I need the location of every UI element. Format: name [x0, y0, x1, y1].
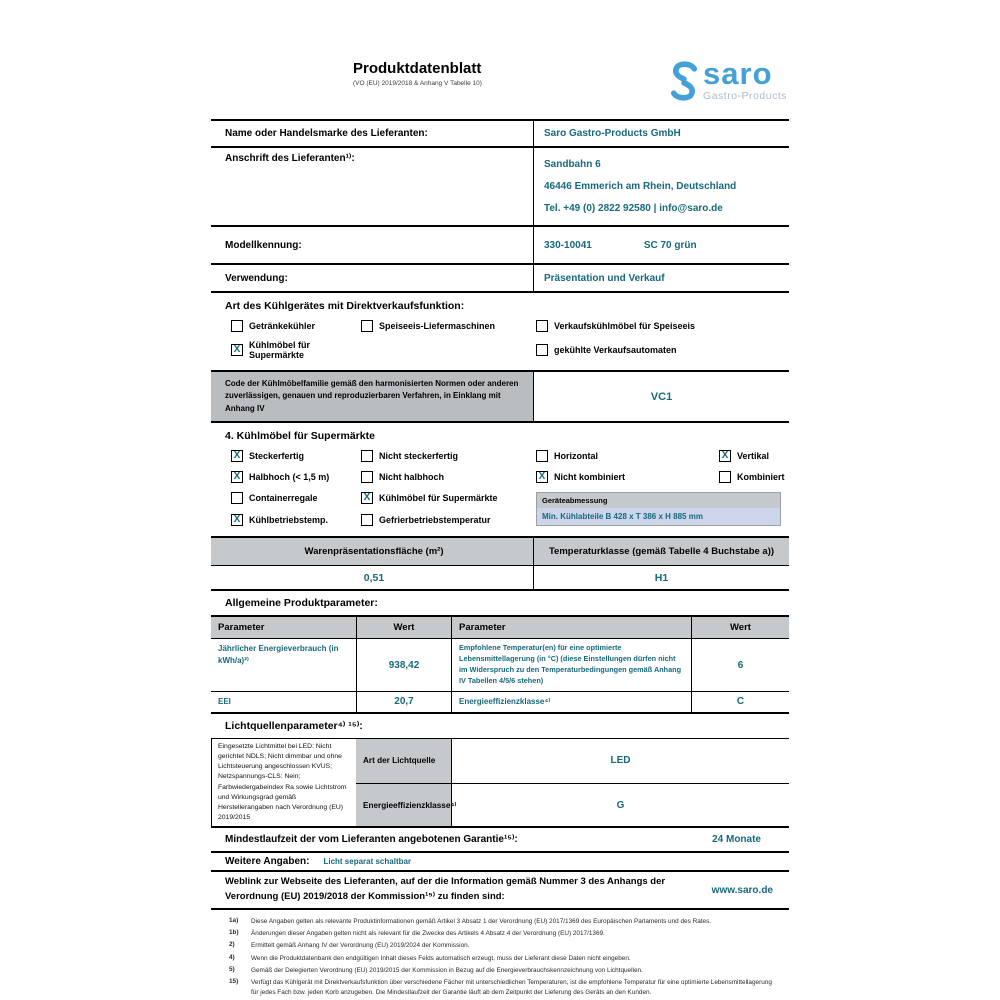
temperature-class-value: H1 [533, 566, 789, 589]
checkbox-label: Kühlmöbel für Supermärkte [379, 493, 498, 504]
product-datasheet [211, 0, 789, 1000]
checkbox-getraenkekuehler [231, 320, 361, 332]
checkbox-kuehlbetriebstemp [231, 514, 361, 527]
additional-info-row [211, 851, 789, 870]
checkbox-label: Kühlmöbel für Supermärkte [249, 340, 310, 360]
checkbox-label: Steckerfertig [249, 451, 305, 462]
supplier-address-row [211, 146, 789, 225]
checkbox-box [536, 450, 548, 462]
checkbox-box [719, 450, 731, 462]
col-header-wert-2: Wert [691, 617, 789, 638]
checkbox-verkaufskuehlmoebel-speiseeis [536, 320, 789, 332]
logo-wordmark: saro [703, 56, 773, 91]
page-title: Produktdatenblatt [353, 60, 482, 77]
param-eei-label: EEI [211, 691, 356, 712]
supplier-name-label: Name oder Handelsmarke des Lieferanten: [225, 128, 428, 139]
checkbox-containerregale [231, 492, 361, 505]
checkbox-kuehlmoebel-supermaerkte-2 [361, 492, 536, 505]
checkbox-label: Nicht steckerfertig [379, 451, 459, 462]
checkbox-nicht-kombiniert [536, 471, 719, 483]
product-parameters-table [211, 615, 789, 712]
checkbox-gefrierbetriebstemperatur [361, 514, 536, 527]
supplier-address-value [533, 148, 789, 225]
checkbox-label: Horizontal [554, 451, 598, 462]
model-value [533, 227, 789, 263]
display-area-label: Warenpräsentationsfläche (m²) [211, 538, 533, 565]
footnote [229, 966, 775, 975]
footnotes [211, 908, 789, 1000]
param-recommended-temp-value: 6 [691, 638, 789, 691]
footnote-label: 2) [229, 941, 235, 949]
footnote [229, 978, 775, 997]
checkbox-box [231, 450, 243, 462]
checkbox-box [536, 344, 548, 356]
checkbox-mark: X [233, 344, 241, 355]
product-parameters-heading: Allgemeine Produktparameter: [225, 597, 378, 610]
footnote-label: 5) [229, 965, 235, 973]
appliance-type-heading: Art des Kühlgerätes mit Direktverkaufsfunktion: [225, 300, 465, 312]
light-parameters-table [211, 738, 789, 827]
footnote-label: 4) [229, 953, 235, 961]
light-type-value: LED [451, 739, 789, 783]
model-row [211, 225, 789, 263]
checkbox-kuehlmoebel-supermaerkte [231, 340, 361, 360]
footnote-text: Ermittelt gemäß Anhang IV der Verordnung (EU) 2019/2024 der Kommission. [251, 942, 470, 950]
light-parameters-heading-row [211, 712, 789, 738]
saro-logo-icon [670, 60, 698, 107]
checkbox-box [361, 450, 373, 462]
weblink-value[interactable]: www.saro.de [711, 884, 773, 896]
param-recommended-temp-label: Empfohlene Temperatur(en) für eine optimierte Lebensmittellagerung (in °C) (diese Einstellungen dürfen nicht im Widerspruch zu den Temperaturbedingungen gemäß Anhang IV Tabellen 4/5/6 stehen) [451, 638, 691, 691]
checkbox-box [361, 492, 373, 504]
checkbox-box [361, 471, 373, 483]
checkbox-label: Halbhoch (< 1,5 m) [249, 472, 330, 483]
checkbox-mark: X [538, 471, 546, 483]
checkbox-gekuehlte-verkaufsautomaten [536, 340, 789, 360]
checkbox-label: Kühlbetriebstemp. [249, 514, 329, 525]
family-code-label: Code der Kühlmöbelfamilie gemäß den harmonisierten Normen oder anderen zuverlässigen, genauen und reproduzierbaren Verfahren, in Einklang mit Anhang IV [211, 372, 533, 421]
param-annual-energy-value: 938,42 [356, 638, 451, 691]
logo-tagline: Gastro-Products [703, 89, 787, 102]
col-header-parameter-2: Parameter [451, 617, 691, 638]
weblink-label: Weblink zur Webseite des Lieferanten, auf der die Information gemäß Nummer 3 des Anhangs der Verordnung (EU) 2019/2018 der Kommission¹⁵⁾ zu finden sind: [225, 876, 666, 903]
datasheet-header [211, 56, 789, 119]
col-header-parameter-1: Parameter [211, 617, 356, 638]
checkbox-kombiniert [719, 471, 785, 483]
supermarket-section [211, 421, 789, 536]
checkbox-label: Speiseeis-Liefermaschinen [379, 321, 496, 331]
checkbox-speiseeis-liefermaschinen [361, 320, 536, 332]
checkbox-halbhoch [231, 471, 361, 483]
appliance-type-checkboxes [211, 318, 789, 370]
model-name: SC 70 grün [643, 239, 697, 251]
light-parameters-heading: Lichtquellenparameter⁴⁾ ¹⁵⁾: [225, 719, 363, 732]
warranty-value: 24 Monate [712, 834, 761, 846]
checkbox-label: Vertikal [737, 451, 770, 462]
checkbox-label: Nicht halbhoch [379, 472, 444, 483]
product-parameters-heading-row [211, 589, 789, 615]
light-type-label: Art der Lichtquelle [356, 739, 451, 783]
warranty-row [211, 826, 789, 851]
display-area-value: 0,51 [363, 571, 385, 584]
checkbox-box [719, 471, 731, 483]
footnote [229, 954, 775, 963]
checkbox-mark: X [233, 471, 241, 483]
checkbox-horizontal [536, 450, 719, 462]
address-line: Sandbahn 6 [544, 159, 601, 170]
checkbox-box [361, 320, 373, 332]
device-dimensions-box [536, 492, 781, 526]
footnote-text: Wenn die Produktdatenbank den endgültigen Inhalt dieses Felds automatisch erzeugt, muss der Lieferant diese Daten nicht eingeben. [251, 954, 631, 962]
checkbox-vertikal [719, 450, 785, 462]
checkbox-box [536, 320, 548, 332]
checkbox-box [231, 471, 243, 483]
checkbox-box [231, 320, 243, 332]
footnote-label: 15) [229, 978, 239, 986]
checkbox-label: Nicht kombiniert [554, 472, 626, 483]
param-eei-value: 20,7 [356, 691, 451, 712]
checkbox-label: Verkaufskühlmöbel für Speiseeis [554, 321, 696, 331]
additional-info-label: Weitere Angaben: [225, 856, 310, 868]
checkbox-steckerfertig [231, 450, 361, 462]
checkbox-box [361, 514, 373, 526]
footnote-text: Gemäß der Delegierten Verordnung (EU) 2019/2015 der Kommission in Bezug auf die Energieverbrauchskennzeichnung von Lichtquellen. [251, 966, 643, 974]
footnote-text: Änderungen dieser Angaben gelten nicht als relevant für die Zwecke des Artikels 4 Absatz 4 der Verordnung (EU) 2017/1369. [251, 930, 605, 938]
checkbox-label: gekühlte Verkaufsautomaten [554, 345, 677, 355]
light-note: Eingesetzte Lichtmittel bei LED: Nicht gerichtet NDLS; Nicht dimmbar und ohne Lichtsteuerung angeschlossen KVUS; Netzspannungs-CLS: Nein; Farbwiedergabeindex Ra sowie Lichtstrom und Wirkungsgrad gemäß Herstellerangaben nach Verordnung (EU) 2019/2015 [211, 739, 356, 827]
appliance-type-section [211, 291, 789, 370]
dimensions-value: Min. Kühlabteile B 428 x T 386 x H 885 mm [537, 508, 780, 525]
display-area-value-row [211, 565, 789, 589]
usage-label: Verwendung: [225, 272, 288, 284]
family-code-value: VC1 [533, 372, 789, 421]
param-energy-class-value: C [691, 691, 789, 712]
model-label: Modellkennung: [225, 239, 302, 251]
light-energy-class-label: Energieeffizienzklasse⁴⁾ [356, 783, 451, 827]
param-energy-class-label: Energieeffizienzklasse⁴⁾ [451, 691, 691, 712]
checkbox-box [536, 471, 548, 483]
checkbox-label: Gefrierbetriebstemperatur [379, 514, 491, 525]
checkbox-label: Kombiniert [737, 472, 785, 483]
dimensions-label: Geräteabmessung [537, 493, 780, 508]
checkbox-mark: X [363, 492, 371, 504]
col-header-wert-1: Wert [356, 617, 451, 638]
checkbox-label: Containerregale [249, 493, 318, 504]
usage-row [211, 263, 789, 291]
footnote-label: 1a) [229, 916, 239, 924]
usage-value: Präsentation und Verkauf [533, 265, 789, 291]
additional-info-value: Licht separat schaltbar [323, 857, 412, 867]
weblink-row [211, 870, 789, 907]
display-area-header-row [211, 536, 789, 565]
footnote [229, 917, 775, 926]
supplier-address-label: Anschrift des Lieferanten¹⁾: [225, 153, 355, 164]
checkbox-nicht-halbhoch [361, 471, 536, 483]
checkbox-mark: X [233, 450, 241, 462]
supermarket-heading: 4. Kühlmöbel für Supermärkte [225, 430, 375, 443]
checkbox-mark: X [233, 513, 241, 525]
page-subtitle: (VO (EU) 2019/2018 & Anhang V Tabelle 10) [353, 80, 482, 87]
checkbox-label: Getränkekühler [249, 321, 316, 331]
family-code-row [211, 370, 789, 421]
light-energy-class-value: G [451, 783, 789, 827]
footnote [229, 929, 775, 938]
footnote [229, 941, 775, 950]
address-line: 46446 Emmerich am Rhein, Deutschland [544, 181, 737, 192]
temperature-class-label: Temperaturklasse (gemäß Tabelle 4 Buchstabe a)) [533, 538, 789, 565]
supermarket-checkboxes [211, 448, 789, 536]
footnote-text: Diese Angaben gelten als relevante Produktinformationen gemäß Artikel 3 Absatz 1 der Verordnung (EU) 2017/1369 des Europäischen Parlaments und des Rates. [251, 917, 712, 925]
supplier-name-row [211, 119, 789, 146]
param-annual-energy-label: Jährlicher Energieverbrauch (in kWh/a)²⁾ [211, 638, 356, 691]
checkbox-box [231, 514, 243, 526]
checkbox-box [231, 492, 243, 504]
address-line: Tel. +49 (0) 2822 92580 | info@saro.de [544, 203, 723, 214]
supplier-name-value: Saro Gastro-Products GmbH [533, 121, 789, 146]
warranty-label: Mindestlaufzeit der vom Lieferanten angebotenen Garantie¹⁵⁾: [225, 834, 518, 846]
checkbox-mark: X [721, 450, 729, 462]
footnote-text: Verfügt das Kühlgerät mit Direktverkaufsfunktion über verschiedene Fächer mit unterschiedlichen Temperaturen, ist die empfohlene Temperatur für eine optimierte Lebensmittellagerung für jedes Fach bzw. jeden Korb anzugeben. Die Mindestlaufzeit der Garantie läuft ab dem Zeitpunkt der Lieferung des Geräts an den Kunden. [251, 979, 772, 996]
footnote-label: 1b) [229, 929, 239, 937]
checkbox-nicht-steckerfertig [361, 450, 536, 462]
saro-logo [670, 56, 787, 107]
model-number: 330-10041 [544, 239, 592, 251]
checkbox-box [231, 344, 243, 356]
